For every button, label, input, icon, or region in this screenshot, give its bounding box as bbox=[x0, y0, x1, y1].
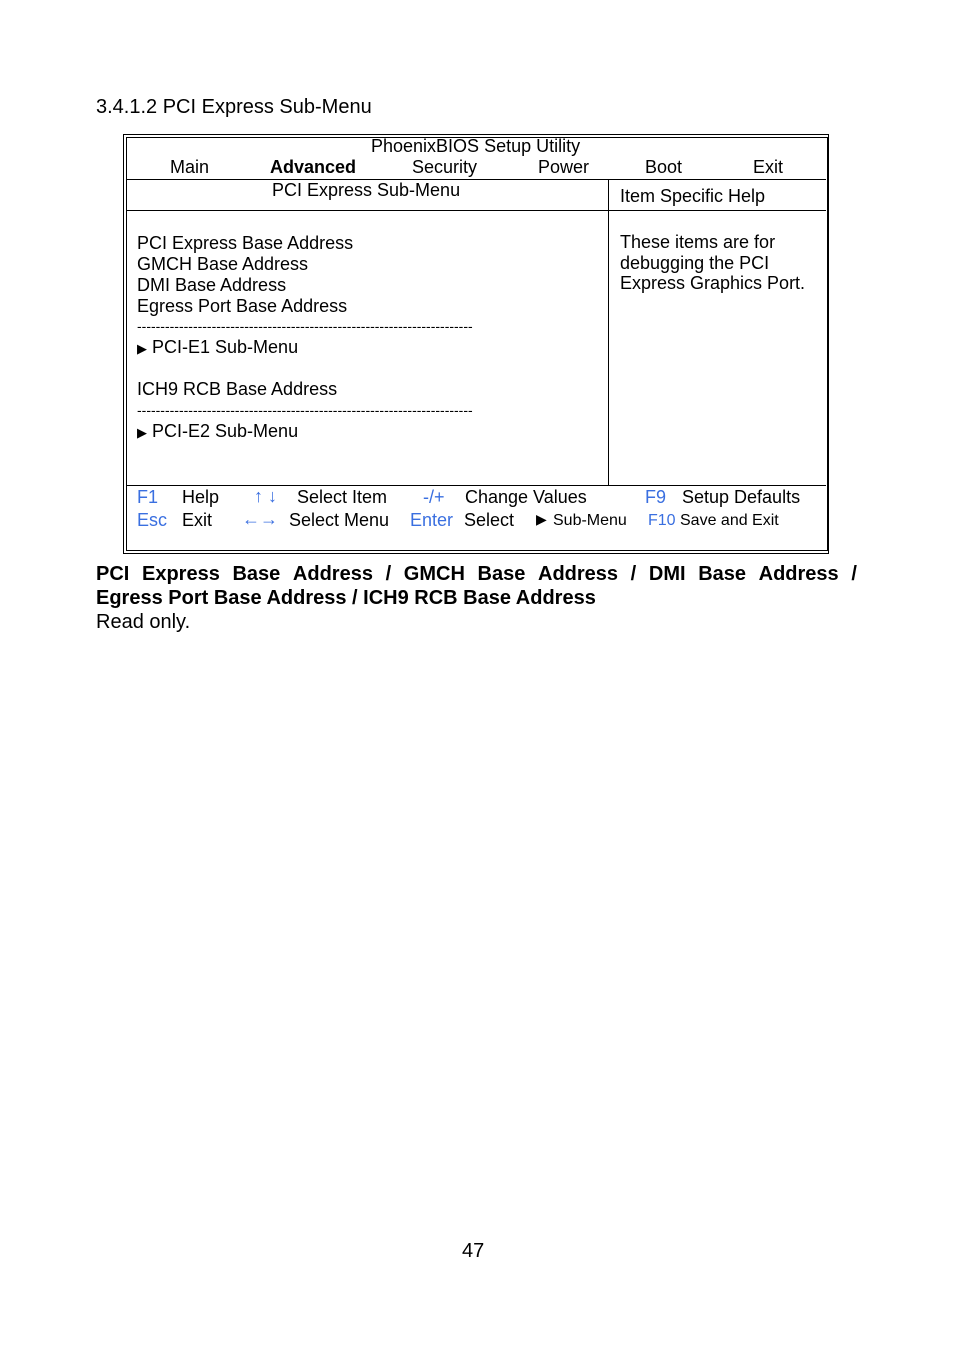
submenu-pci-e2[interactable] bbox=[137, 421, 298, 442]
submenu-title: PCI Express Sub-Menu bbox=[272, 180, 461, 200]
description-heading-line-1 bbox=[96, 562, 857, 586]
page-number: 47 bbox=[462, 1240, 485, 1262]
tab-security[interactable]: Security bbox=[412, 157, 478, 177]
key-sub-menu-label: Sub-Menu bbox=[553, 512, 627, 529]
item-gmch-base-address[interactable]: GMCH Base Address bbox=[137, 254, 309, 274]
key-minus-plus: -/+ bbox=[423, 487, 445, 507]
description-heading-line-2: Egress Port Base Address / ICH9 RCB Base Address bbox=[96, 587, 596, 609]
item-egress-port-base-address[interactable]: Egress Port Base Address bbox=[137, 296, 348, 316]
heading-word: Address bbox=[292, 563, 373, 585]
key-change-values-label: Change Values bbox=[465, 487, 587, 507]
heading-word: Base bbox=[698, 563, 746, 585]
help-column-divider bbox=[608, 179, 609, 485]
heading-word: / bbox=[851, 563, 857, 585]
separator-1: ------------------------------------------------------------------------ bbox=[137, 318, 473, 334]
heading-word: PCI bbox=[96, 563, 130, 585]
tab-main[interactable]: Main bbox=[170, 157, 210, 177]
heading-word: GMCH bbox=[403, 563, 465, 585]
tab-power[interactable]: Power bbox=[538, 157, 590, 177]
key-esc: Esc bbox=[137, 510, 168, 530]
key-enter: Enter bbox=[410, 510, 454, 530]
heading-word: / bbox=[630, 563, 637, 585]
heading-word: Address bbox=[758, 563, 839, 585]
left-right-arrows-icon: ←→ bbox=[242, 509, 278, 529]
heading-word: / bbox=[385, 563, 392, 585]
submenu-play-icon: ▶ bbox=[536, 511, 547, 527]
key-esc-label: Exit bbox=[182, 510, 213, 530]
help-text-line-3: Express Graphics Port. bbox=[620, 273, 806, 293]
submenu-pci-e1[interactable] bbox=[137, 337, 298, 358]
heading-word: Express bbox=[141, 563, 220, 585]
heading-word: Base bbox=[232, 563, 281, 585]
up-down-arrows-icon: ↑ ↓ bbox=[254, 486, 278, 506]
tab-advanced[interactable]: Advanced bbox=[270, 157, 357, 177]
submenu-pci-e1-label: PCI-E1 Sub-Menu bbox=[152, 337, 299, 357]
footer-divider bbox=[127, 485, 826, 486]
submenu-pci-e2-label: PCI-E2 Sub-Menu bbox=[152, 421, 299, 441]
header-divider bbox=[127, 179, 826, 180]
key-f1: F1 bbox=[137, 487, 159, 507]
section-title: 3.4.1.2 PCI Express Sub-Menu bbox=[96, 96, 372, 118]
key-f10: F10 bbox=[648, 512, 676, 529]
key-select-menu-label: Select Menu bbox=[289, 510, 390, 530]
key-f1-label: Help bbox=[182, 487, 220, 507]
key-f9: F9 bbox=[645, 487, 667, 507]
heading-word: DMI bbox=[648, 563, 686, 585]
heading-word: Base bbox=[477, 563, 526, 585]
item-dmi-base-address[interactable]: DMI Base Address bbox=[137, 275, 287, 295]
item-pci-express-base-address[interactable]: PCI Express Base Address bbox=[137, 233, 354, 253]
separator-2: ------------------------------------------------------------------------ bbox=[137, 402, 473, 418]
help-title: Item Specific Help bbox=[620, 186, 766, 206]
help-text-line-2: debugging the PCI bbox=[620, 253, 770, 273]
description-heading bbox=[96, 562, 857, 610]
key-select-item-label: Select Item bbox=[297, 487, 388, 507]
item-ich9-rcb-base-address[interactable]: ICH9 RCB Base Address bbox=[137, 379, 338, 399]
subheader-divider bbox=[127, 210, 826, 211]
submenu-arrow-icon: ▶ bbox=[137, 425, 147, 440]
tab-boot[interactable]: Boot bbox=[645, 157, 683, 177]
bios-title: PhoenixBIOS Setup Utility bbox=[371, 136, 581, 156]
help-text-line-1: These items are for bbox=[620, 232, 776, 252]
key-setup-defaults-label: Setup Defaults bbox=[682, 487, 801, 507]
key-save-and-exit-label: Save and Exit bbox=[680, 512, 779, 529]
key-select-label: Select bbox=[464, 510, 515, 530]
heading-word: Address bbox=[538, 563, 619, 585]
tab-exit[interactable]: Exit bbox=[753, 157, 784, 177]
description-body: Read only. bbox=[96, 611, 191, 633]
submenu-arrow-icon: ▶ bbox=[137, 341, 147, 356]
